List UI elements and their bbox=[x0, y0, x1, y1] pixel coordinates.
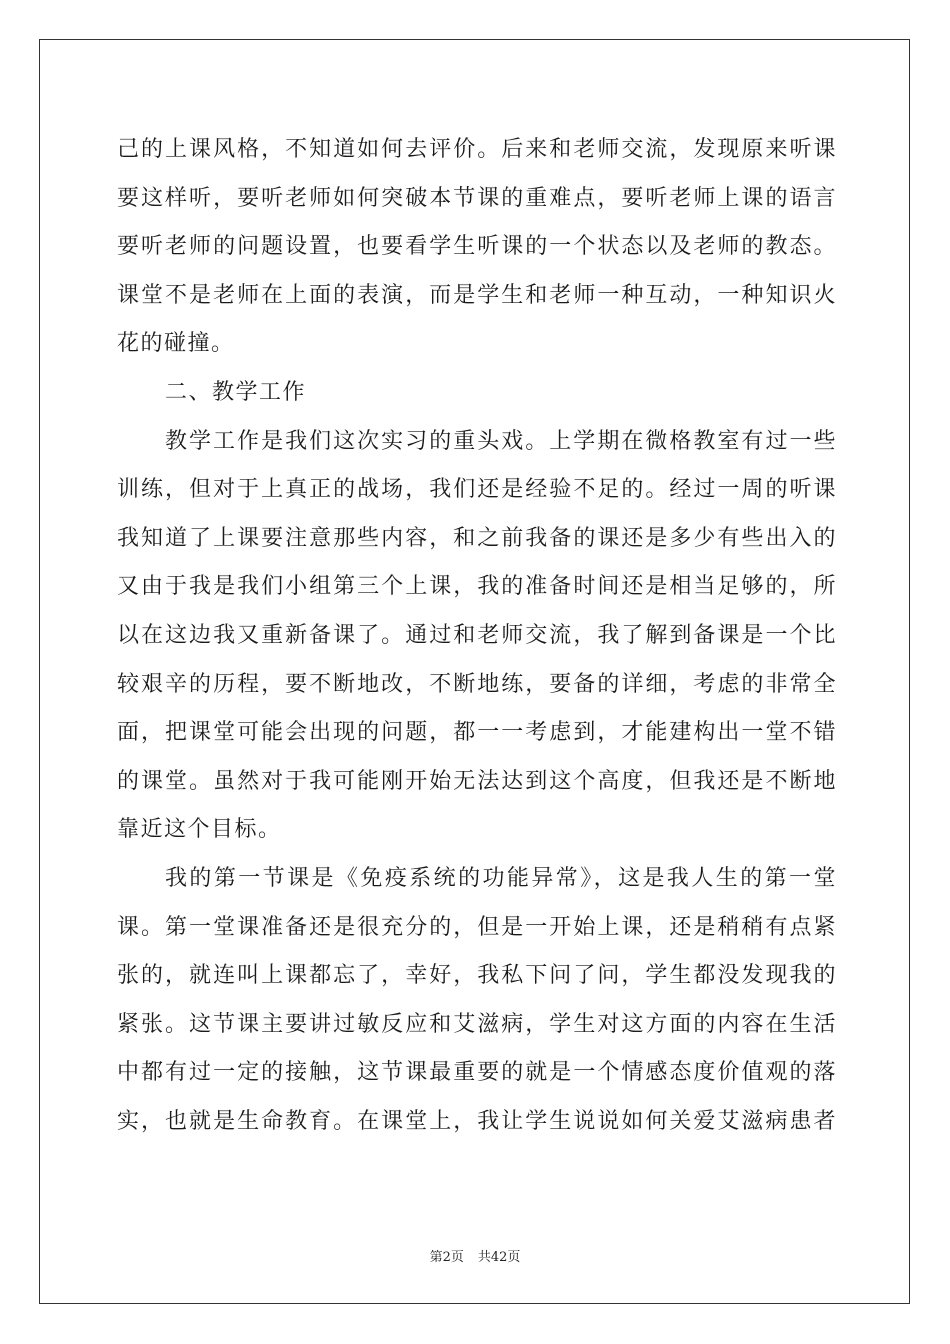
text-line: 的课堂。虽然对于我可能刚开始无法达到这个高度，但我还是不断地 bbox=[117, 768, 837, 794]
text-line: 要听老师的问题设置，也要看学生听课的一个状态以及老师的教态。 bbox=[117, 234, 837, 260]
page-footer bbox=[0, 1246, 950, 1265]
text-line: 教学工作是我们这次实习的重头戏。上学期在微格教室有过一些 bbox=[165, 428, 837, 454]
text-line: 以在这边我又重新备课了。通过和老师交流，我了解到备课是一个比 bbox=[117, 622, 837, 648]
text-line: 面，把课堂可能会出现的问题，都一一考虑到，才能建构出一堂不错 bbox=[117, 720, 837, 746]
text-line: 课堂不是老师在上面的表演，而是学生和老师一种互动，一种知识火 bbox=[117, 282, 837, 308]
text-line: 中都有过一定的接触，这节课最重要的就是一个情感态度价值观的落 bbox=[117, 1060, 837, 1086]
text-line: 靠近这个目标。 bbox=[117, 817, 282, 843]
text-line: 我的第一节课是《免疫系统的功能异常》，这是我人生的第一堂 bbox=[165, 865, 837, 891]
text-line: 紧张。这节课主要讲过敏反应和艾滋病，学生对这方面的内容在生活 bbox=[117, 1011, 837, 1037]
text-line: 己的上课风格，不知道如何去评价。后来和老师交流，发现原来听课 bbox=[117, 137, 837, 162]
text-line: 实，也就是生命教育。在课堂上，我让学生说说如何关爱艾滋病患者 bbox=[117, 1108, 837, 1134]
text-line: 我知道了上课要注意那些内容，和之前我备的课还是多少有些出入的 bbox=[117, 525, 837, 551]
text-line: 又由于我是我们小组第三个上课，我的准备时间还是相当足够的，所 bbox=[117, 574, 837, 600]
page-total: 共42页 bbox=[477, 1250, 521, 1265]
text-line: 课。第一堂课准备还是很充分的，但是一开始上课，还是稍稍有点紧 bbox=[117, 914, 837, 940]
section-heading: 二、教学工作 bbox=[165, 379, 307, 405]
text-line: 花的碰撞。 bbox=[117, 331, 235, 357]
text-line: 要这样听，要听老师如何突破本节课的重难点，要听老师上课的语言 bbox=[117, 185, 837, 211]
document-body bbox=[117, 126, 837, 1146]
text-line: 张的，就连叫上课都忘了，幸好，我私下问了问，学生都没发现我的 bbox=[117, 963, 837, 989]
text-line: 训练，但对于上真正的战场，我们还是经验不足的。经过一周的听课 bbox=[117, 477, 837, 503]
page-number: 第2页 bbox=[429, 1250, 464, 1265]
text-line: 较艰辛的历程，要不断地改，不断地练，要备的详细，考虑的非常全 bbox=[117, 671, 837, 697]
